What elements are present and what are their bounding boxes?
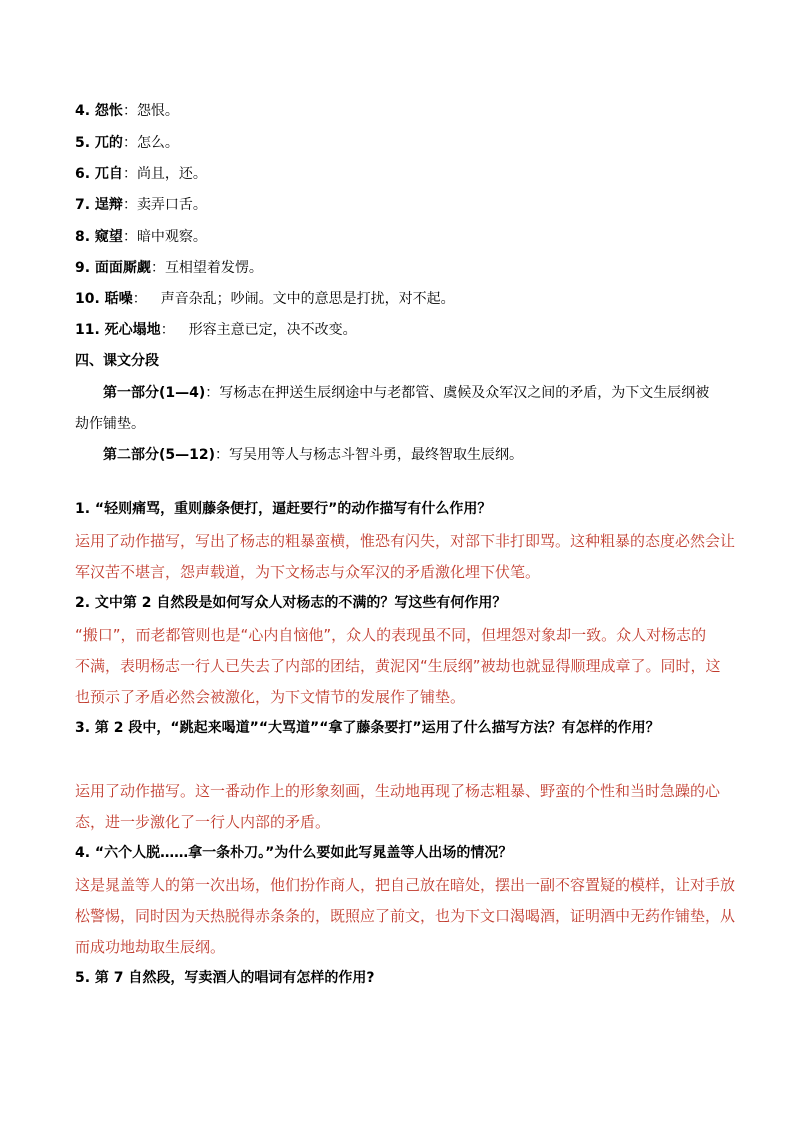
vocab-definition: 怎么。 (136, 135, 179, 151)
vocab-term: 8. 窥望 (75, 229, 123, 245)
section-heading: 四、课文分段 (75, 353, 159, 369)
part-one-line (103, 384, 709, 402)
vocab-item-8 (75, 228, 207, 246)
vocab-sep: ： (132, 291, 147, 307)
answer-4-line-2: 松警惕，同时因为天热脱得赤条条的，既照应了前文，也为下文口渴喝酒，证明酒中无药作铺垫，从 (75, 907, 736, 925)
answer-2-line-2: 不满，表明杨志一行人已失去了内部的团结，黄泥冈“生辰纲”被劫也就显得顺理成章了。同时，这 (75, 657, 721, 675)
vocab-definition: 互相望着发愣。 (164, 260, 263, 276)
part-two-text: ：写吴用等人与杨志斗智斗勇，最终智取生辰纲。 (215, 447, 524, 463)
question-4: 4. “六个人脱……拿一条朴刀。”为什么要如此写晁盖等人出场的情况？ (75, 845, 513, 861)
vocab-item-9 (75, 259, 263, 277)
vocab-item-7 (75, 196, 207, 214)
part-two-label: 第二部分(5—12) (103, 447, 216, 463)
vocab-term: 7. 逞辩 (75, 197, 123, 213)
vocab-item-6 (75, 165, 207, 183)
question-5: 5. 第 7 自然段，写卖酒人的唱词有怎样的作用? (75, 970, 375, 986)
vocab-definition: 形容主意已定，决不改变。 (188, 322, 357, 338)
vocab-item-4 (75, 102, 179, 120)
vocab-item-10 (75, 290, 455, 308)
vocab-item-5 (75, 134, 179, 152)
answer-3-line-2: 态，进一步激化了一行人内部的矛盾。 (75, 813, 331, 831)
answer-2-line-3: 也预示了矛盾必然会被激化，为下文情节的发展作了铺垫。 (75, 688, 466, 706)
vocab-item-11 (75, 321, 357, 339)
part-one-text: ：写杨志在押送生辰纲途中与老都管、虞候及众军汉之间的矛盾，为下文生辰纲被 (205, 385, 710, 401)
vocab-term: 6. 兀自 (75, 166, 123, 182)
vocab-sep: ： (122, 135, 137, 151)
answer-4-line-3: 而成功地劫取生辰纲。 (75, 938, 226, 956)
vocab-term: 10. 聒噪 (75, 291, 133, 307)
vocab-sep: ： (122, 229, 137, 245)
question-1: 1. “轻则痛骂，重则藤条便打，逼赶要行”的动作描写有什么作用？ (75, 501, 492, 517)
vocab-sep: ： (150, 260, 165, 276)
vocab-sep: ： (122, 197, 137, 213)
answer-1-line-2: 军汉苦不堪言，怨声载道，为下文杨志与众军汉的矛盾激化埋下伏笔。 (75, 563, 541, 581)
vocab-definition: 暗中观察。 (136, 229, 207, 245)
answer-4-line-1: 这是晁盖等人的第一次出场，他们扮作商人，把自己放在暗处，摆出一副不容置疑的模样，让对手放 (75, 876, 736, 894)
answer-2-line-1: “搬口”，而老都管则也是“心内自恼他”，众人的表现虽不同，但埋怨对象却一致。众人对杨志的 (75, 626, 707, 644)
vocab-definition: 卖弄口舌。 (136, 197, 207, 213)
question-3: 3. 第 2 段中，“跳起来喝道”“大骂道”“拿了藤条要打”运用了什么描写方法？有怎样的作用？ (75, 720, 660, 736)
vocab-sep: ： (122, 103, 137, 119)
part-one-label: 第一部分(1—4) (103, 385, 206, 401)
answer-1-line-1: 运用了动作描写，写出了杨志的粗暴蛮横，惟恐有闪失，对部下非打即骂。这种粗暴的态度必然会让 (75, 532, 736, 550)
question-2: 2. 文中第 2 自然段是如何写众人对杨志的不满的？写这些有何作用？ (75, 595, 507, 611)
vocab-sep: ： (160, 322, 175, 338)
vocab-definition: 声音杂乱；吵闹。文中的意思是打扰，对不起。 (160, 291, 455, 307)
vocab-term: 9. 面面厮觑 (75, 260, 151, 276)
answer-3-line-1: 运用了动作描写。这一番动作上的形象刻画，生动地再现了杨志粗暴、野蛮的个性和当时急躁的心 (75, 782, 721, 800)
vocab-definition: 尚且，还。 (136, 166, 207, 182)
vocab-term: 11. 死心塌地 (75, 322, 161, 338)
part-two-line (103, 446, 523, 464)
vocab-definition: 怨恨。 (136, 103, 179, 119)
vocab-term: 5. 兀的 (75, 135, 123, 151)
part-one-line-cont: 劫作铺垫。 (75, 416, 145, 432)
vocab-term: 4. 怨怅 (75, 103, 123, 119)
vocab-sep: ： (122, 166, 137, 182)
